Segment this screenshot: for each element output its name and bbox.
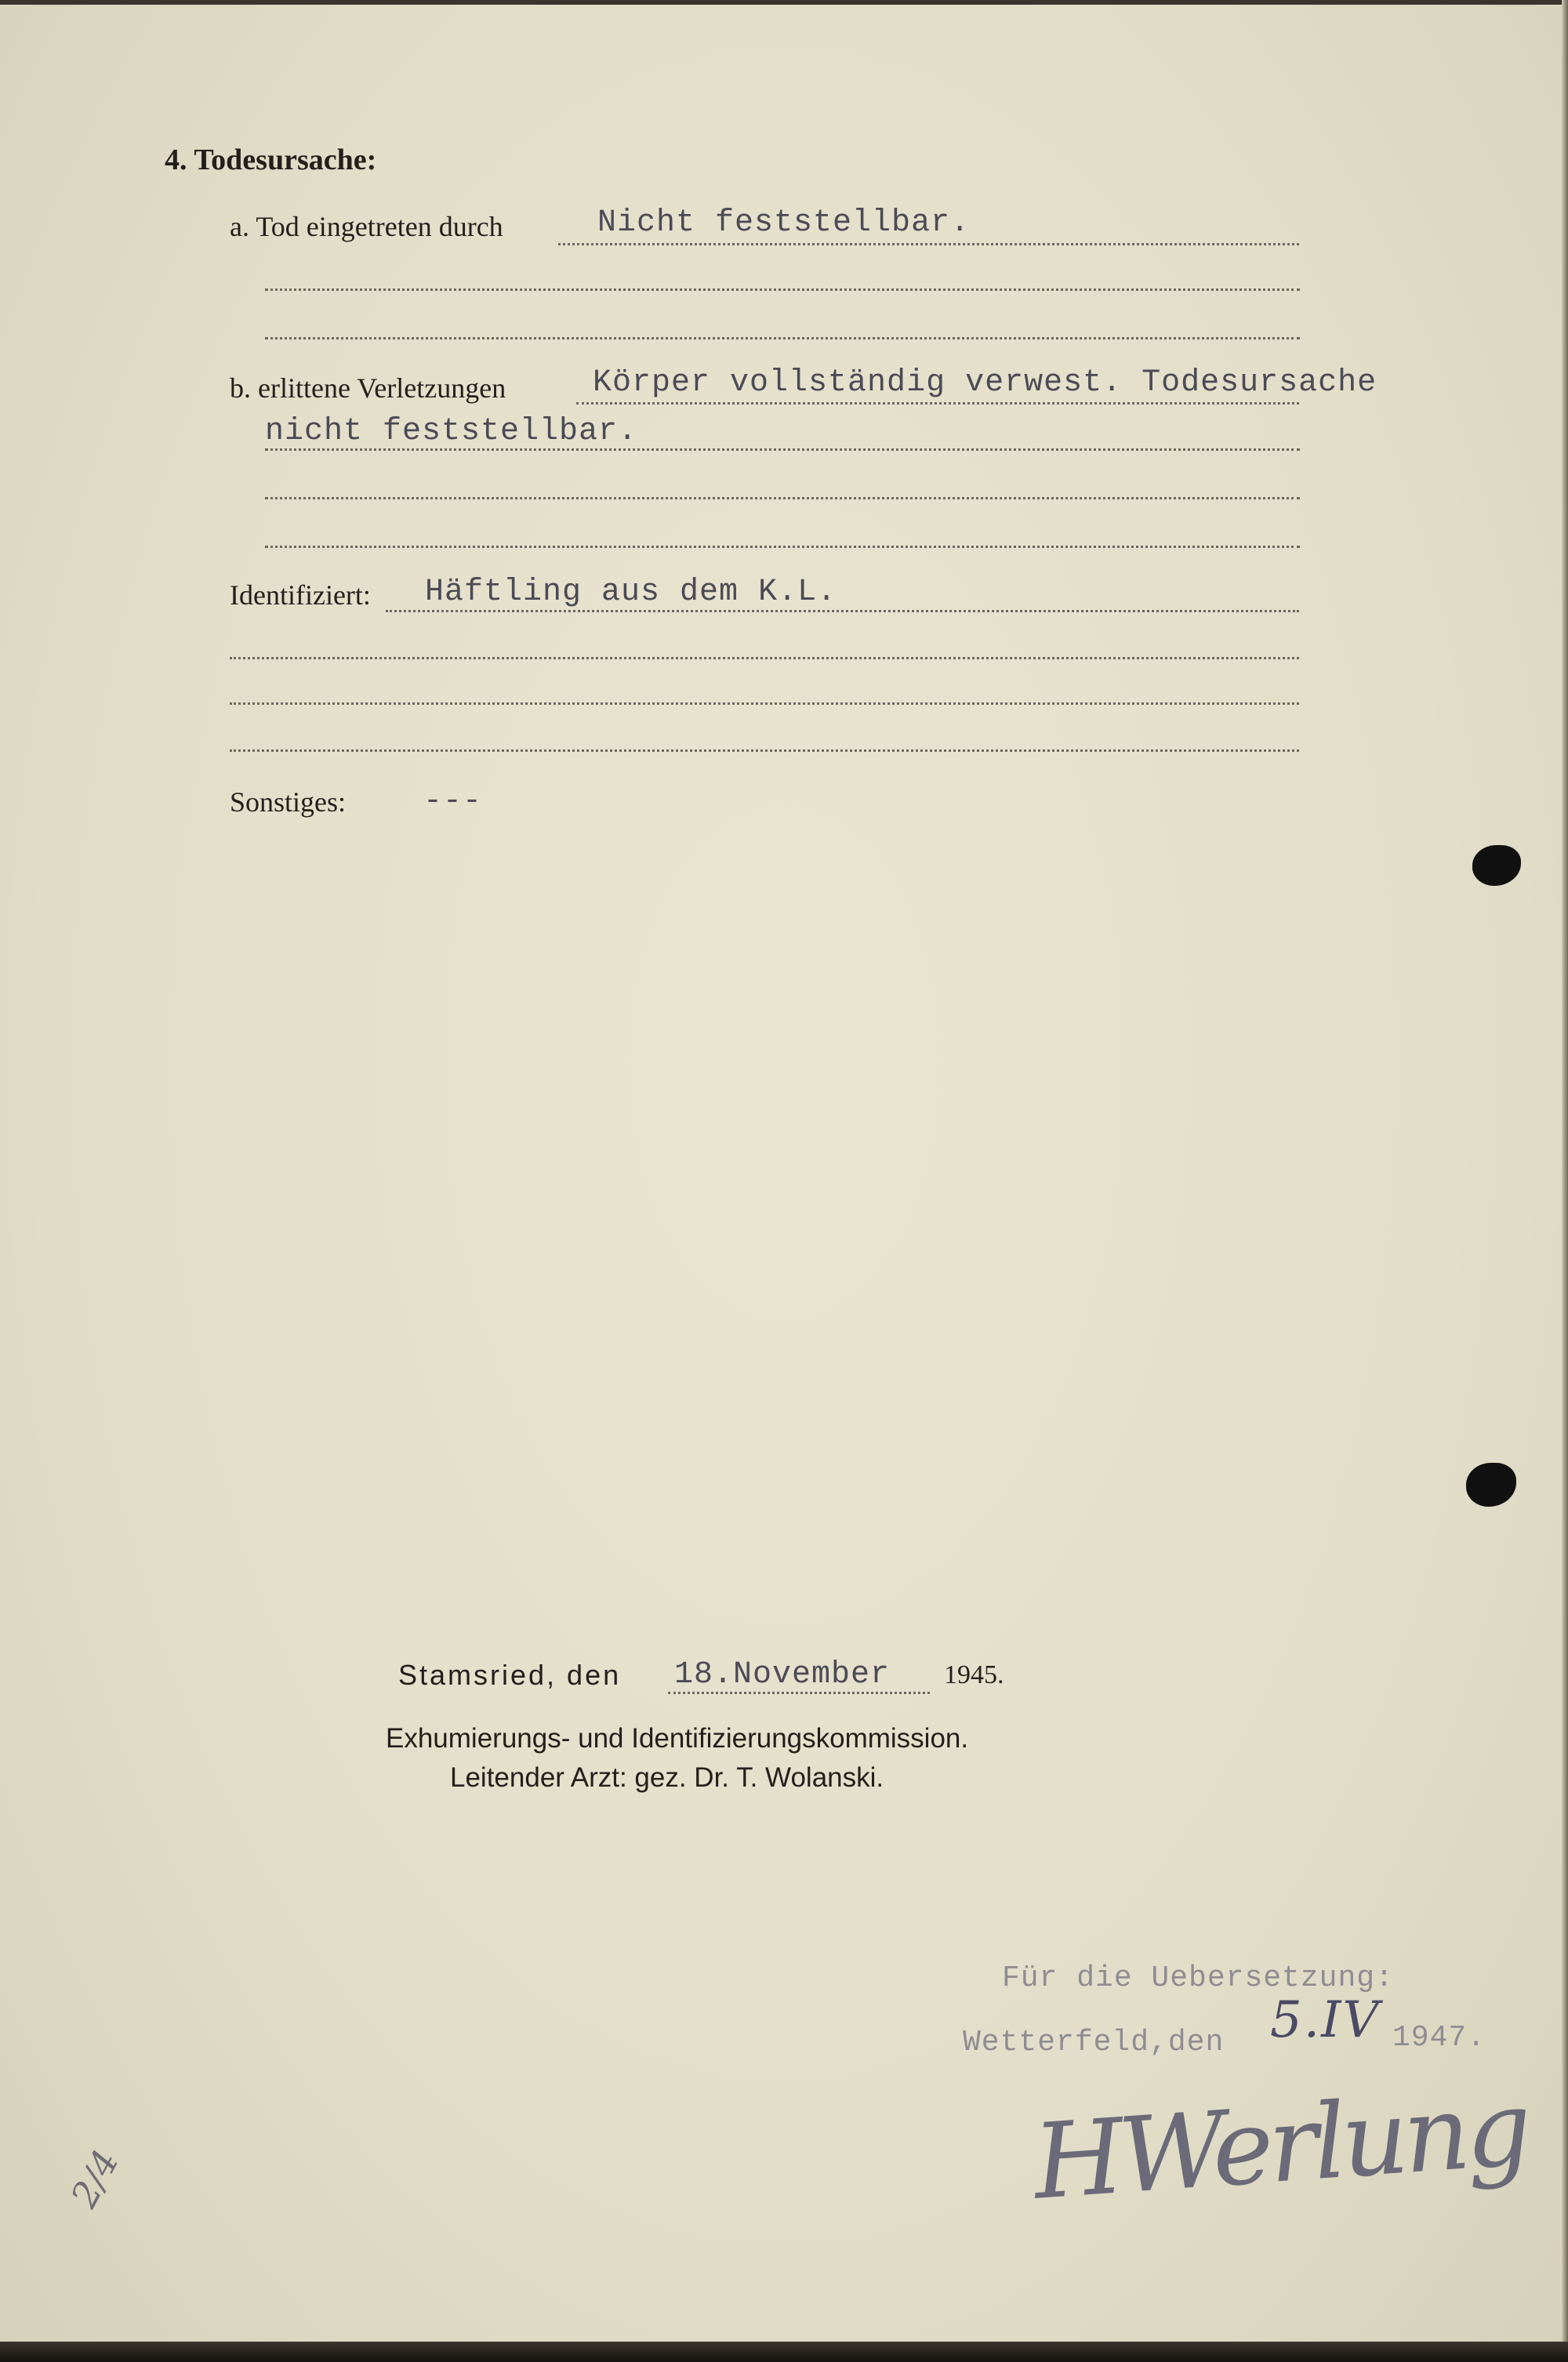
signature: HWerlung <box>1029 2068 1531 2223</box>
injuries-label: b. erlittene Verletzungen <box>230 372 506 404</box>
injuries-value-line2: nicht feststellbar. <box>265 414 638 449</box>
date-day-month: 18.November <box>674 1657 891 1693</box>
injuries-value-line1: Körper vollständig verwest. Todesursache <box>593 365 1377 401</box>
translation-place: Wetterfeld,den <box>963 2026 1225 2059</box>
date-line <box>668 1692 930 1694</box>
identified-label: Identifiziert: <box>230 579 371 611</box>
top-edge <box>0 0 1568 5</box>
commission-name: Exhumierungs- und Identifizierungskommission. <box>386 1723 969 1754</box>
injuries-line-2 <box>265 448 1300 451</box>
cause-line-3 <box>265 337 1300 339</box>
date-year: 1945. <box>944 1660 1004 1689</box>
cause-value: Nicht feststellbar. <box>597 205 971 241</box>
cause-line-1 <box>558 243 1299 245</box>
identified-line-2 <box>230 657 1299 659</box>
bottom-edge <box>0 2342 1568 2362</box>
translation-handwritten-date: 5.IV <box>1270 1991 1381 2049</box>
identified-line-4 <box>230 749 1299 752</box>
section-title: 4. Todesursache: <box>165 143 377 176</box>
cause-line-2 <box>265 288 1300 291</box>
commission-doctor: Leitender Arzt: gez. Dr. T. Wolanski. <box>450 1762 884 1793</box>
identified-line-1 <box>386 610 1299 612</box>
ink-blot-lower <box>1466 1463 1516 1507</box>
identified-line-3 <box>230 702 1299 705</box>
margin-note: 2/4 <box>62 2142 128 2215</box>
cause-label: a. Tod eingetreten durch <box>230 211 503 242</box>
injuries-line-3 <box>265 497 1300 499</box>
other-value: --- <box>423 784 483 819</box>
injuries-line-4 <box>265 546 1300 548</box>
translation-line1: Für die Uebersetzung: <box>1002 1961 1394 1995</box>
other-label: Sonstiges: <box>230 786 347 818</box>
place-text: Stamsried, den <box>398 1659 622 1691</box>
right-edge-shadow <box>1562 0 1568 2362</box>
identified-value: Häftling aus dem K.L. <box>425 575 837 610</box>
injuries-line-1 <box>576 402 1299 405</box>
translation-year: 1947. <box>1392 2021 1486 2055</box>
ink-blot-upper <box>1472 845 1521 886</box>
